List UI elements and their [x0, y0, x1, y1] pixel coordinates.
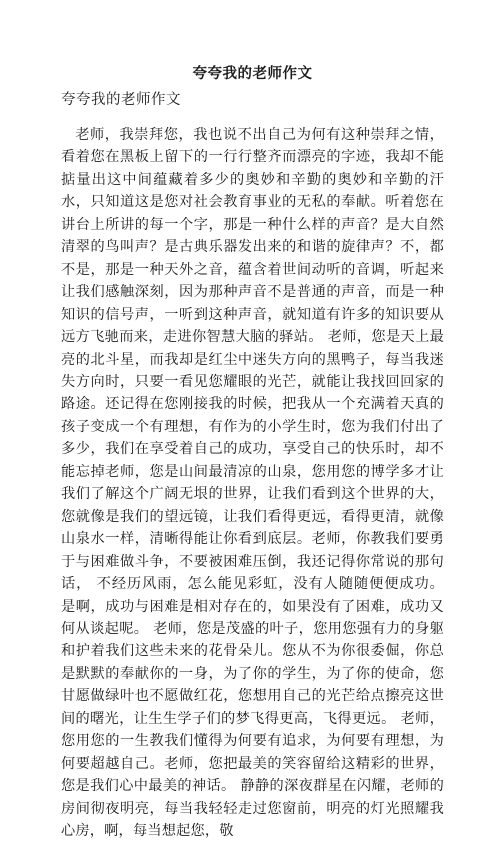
document-title: 夸夸我的老师作文 — [192, 65, 313, 82]
document-subtitle: 夸夸我的老师作文 — [61, 92, 181, 108]
document-body-paragraph: 老师，我崇拜您，我也说不出自己为何有这种崇拜之情，看着您在黑板上留下的一行行整齐而漂亮的字迹，我却不能掂量出这中间蕴藏着多少的奥妙和辛勤的奥妙和辛勤的汗水，只知道这是您对社会教育事业的无私的奉献。听着您在讲台上所讲的每一个字，那是一种什么样的声音？是大自然清翠的鸟叫声？是古典乐器发出来的和谐的旋律声？不，都不是，那是一种天外之音，蕴含着世间动听的音调，听起来让我们感触深刻，因为那种声音不是普通的声音，而是一种知识的信号声，一听到这种声音，就知道有许多的知识要从远方飞驰而来，走进你智慧大脑的驿站。 老师，您是天上最亮的北斗星，而我却是红尘中迷失方向的黑鸭子，每当我迷失方向时，只要一看见您耀眼的光芒，就能让我找回回家的路途。还记得在您刚接我的时候，把我从一个充满着天真的孩子变成一个有理想，有作为的小学生时，您为我们付出了多少，我们在享受着自己的成功，享受自己的快乐时，却不能忘掉老师，您是山间最清凉的山泉，您用您的博学多才让我们了解这个广阔无垠的世界，让我们看到这个世界的大，您就像是我们的望远镜，让我们看得更远，看得更清，就像山泉水一样，清晰得能让你看到底层。老师，你教我们要勇于与困难做斗争，不要被困难压倒，我还记得你常说的那句话， 不经历风雨，怎么能见彩虹，没有人随随便便成功。 是啊，成功与困难是相对存在的，如果没有了困难，成功又何从谈起呢。 老师，您是茂盛的叶子，您用您强有力的身躯和护着我们这些未来的花骨朵儿。您从不为你很委倔，你总是默默的奉献你的一身，为了你的学生，为了你的使命，您甘愿做绿叶也不愿做红花，您想用自己的光芒给点擦亮这世间的曙光，让生生学子们的梦飞得更高，飞得更远。 老师，您用您的一生教我们懂得为何要有追求，为何要有理想，为何要超越自己。老师，您把最美的笑容留给这精彩的世界，您是我们心中最美的神话。 静静的深夜群星在闪耀，老师的房间彻夜明亮，每当我轻轻走过您窗前，明亮的灯光照耀我心房，啊，每当想起您，敬 — [61, 127, 444, 840]
